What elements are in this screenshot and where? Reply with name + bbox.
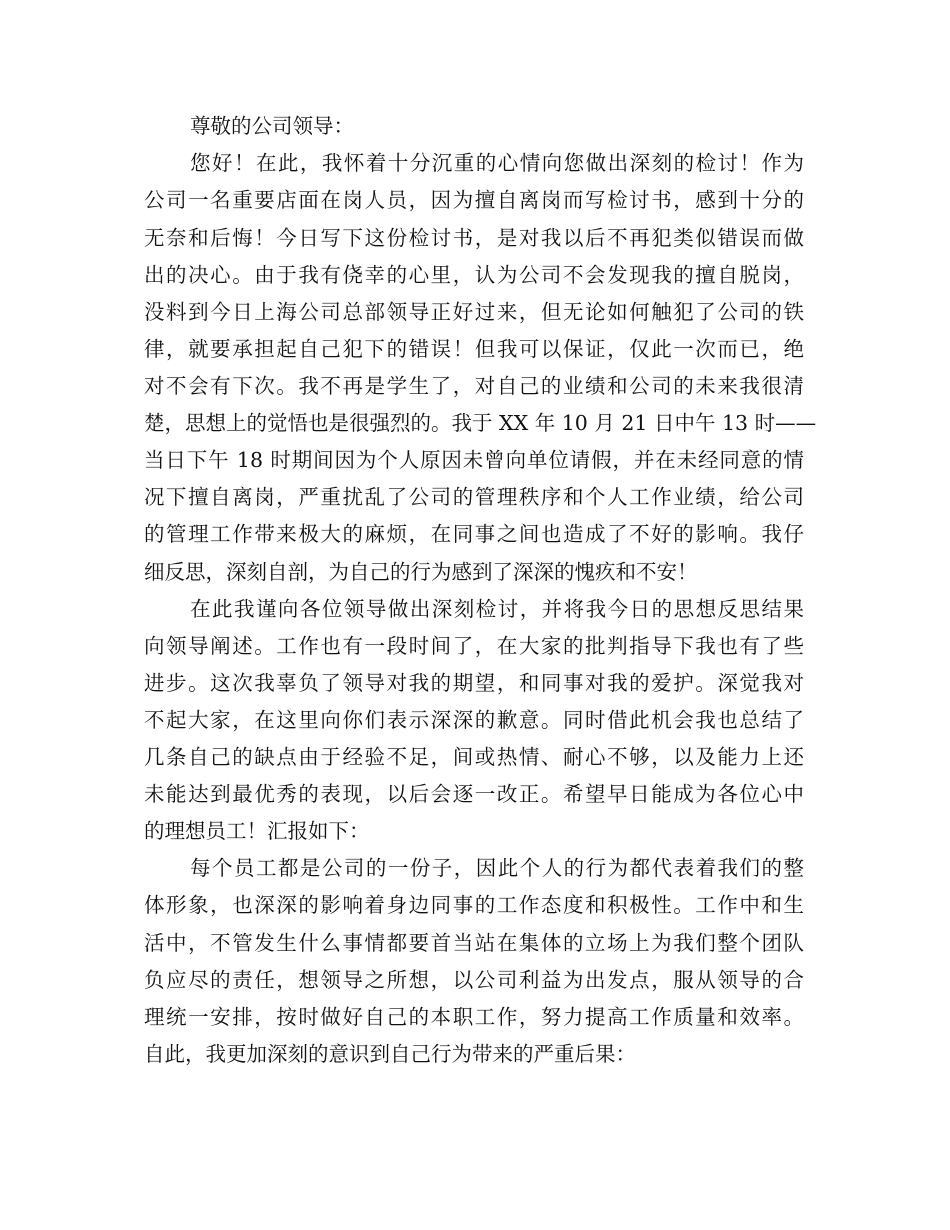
body-line: 楚，思想上的觉悟也是很强烈的。我于 XX 年 10 月 21 日中午 13 时—— <box>144 411 817 435</box>
body-line: 无奈和后悔！今日写下这份检讨书，是对我以后不再犯类似错误而做 <box>144 226 804 250</box>
body-line: 律，就要承担起自己犯下的错误！但我可以保证，仅此一次而已，绝 <box>144 337 804 361</box>
body-line: 的理想员工！汇报如下： <box>144 819 370 843</box>
body-line: 况下擅自离岗，严重扰乱了公司的管理秩序和个人工作业绩，给公司 <box>144 485 804 509</box>
body-line: 负应尽的责任，想领导之所想，以公司利益为出发点，服从领导的合 <box>144 968 804 992</box>
body-line: 理统一安排，按时做好自己的本职工作，努力提高工作质量和效率。 <box>144 1005 804 1029</box>
body-line: 每个员工都是公司的一份子，因此个人的行为都代表着我们的整 <box>190 856 804 880</box>
body-line: 公司一名重要店面在岗人员，因为擅自离岗而写检讨书，感到十分的 <box>144 188 804 212</box>
body-line: 没料到今日上海公司总部领导正好过来，但无论如何触犯了公司的铁 <box>144 300 804 324</box>
body-line: 不起大家，在这里向你们表示深深的歉意。同时借此机会我也总结了 <box>144 708 804 732</box>
body-line: 几条自己的缺点由于经验不足，间或热情、耐心不够，以及能力上还 <box>144 745 804 769</box>
body-line: 您好！在此，我怀着十分沉重的心情向您做出深刻的检讨！作为 <box>190 151 804 175</box>
body-line: 活中，不管发生什么事情都要首当站在集体的立场上为我们整个团队 <box>144 931 804 955</box>
body-line: 出的决心。由于我有侥幸的心里，认为公司不会发现我的擅自脱岗， <box>144 263 804 287</box>
body-line: 对不会有下次。我不再是学生了，对自己的业绩和公司的未来我很清 <box>144 374 804 398</box>
body-line: 当日下午 18 时期间因为个人原因未曾向单位请假，并在未经同意的情 <box>144 448 804 472</box>
body-line: 的管理工作带来极大的麻烦，在同事之间也造成了不好的影响。我仔 <box>144 522 804 546</box>
body-line: 未能达到最优秀的表现，以后会逐一改正。希望早日能成为各位心中 <box>144 782 804 806</box>
body-line: 在此我谨向各位领导做出深刻检讨，并将我今日的思想反思结果 <box>190 597 804 621</box>
body-line: 细反思，深刻自剖，为自己的行为感到了深深的愧疚和不安！ <box>144 560 698 584</box>
body-line: 体形象，也深深的影响着身边同事的工作态度和积极性。工作中和生 <box>144 893 804 917</box>
body-line: 向领导阐述。工作也有一段时间了，在大家的批判指导下我也有了些 <box>144 634 804 658</box>
salutation: 尊敬的公司领导： <box>190 114 354 138</box>
body-line: 进步。这次我辜负了领导对我的期望，和同事对我的爱护。深觉我对 <box>144 671 804 695</box>
body-line: 自此，我更加深刻的意识到自己行为带来的严重后果： <box>144 1042 636 1066</box>
